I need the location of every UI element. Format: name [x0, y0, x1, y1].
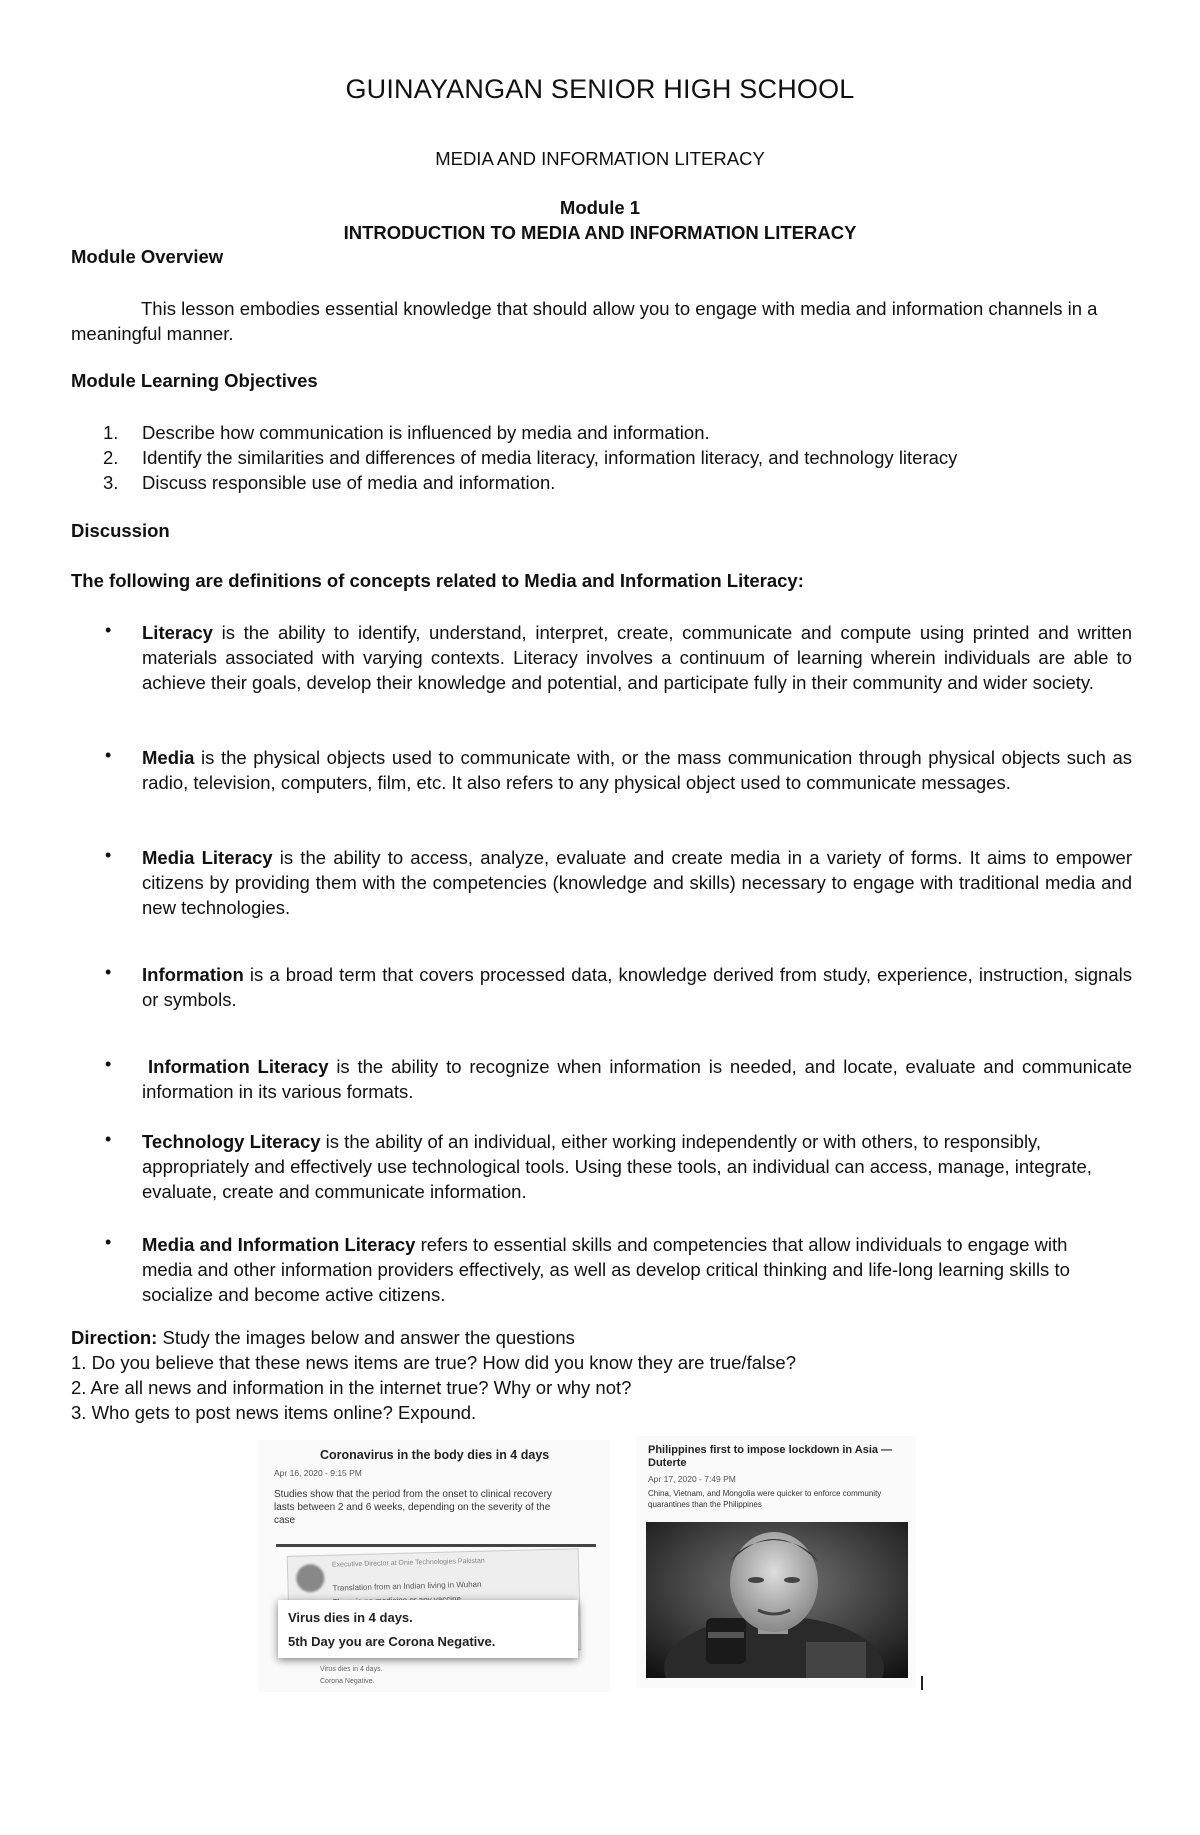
list-text: Discuss responsible use of media and information. — [142, 472, 556, 493]
overview-text: This lesson embodies essential knowledge that should allow you to engage with media and information channels in a meaningful manner. — [71, 298, 1098, 344]
definition-technology-literacy — [142, 1129, 1122, 1204]
highlight-line: 5th Day you are Corona Negative. — [288, 1634, 496, 1649]
news-date: Apr 16, 2020 - 9:15 PM — [274, 1468, 362, 1478]
list-text: Describe how communication is influenced by media and information. — [142, 422, 710, 443]
avatar — [296, 1564, 325, 1593]
definition-text: is a broad term that covers processed data, knowledge derived from study, experience, instruction, signals or symbols. — [142, 964, 1132, 1010]
definition-text: refers to essential skills and competencies that allow individuals to engage with media and other information providers effectively, as well as develop critical thinking and life-long learning skills to socialize and become active citizens. — [142, 1234, 1070, 1305]
bullet-icon: • — [105, 845, 112, 865]
list-text: Identify the similarities and differences of media literacy, information literacy, and technology literacy — [142, 447, 958, 468]
definition-text: is the ability to identify, understand, interpret, create, communicate and compute using printed and written materials associated with varying contexts. Literacy involves a continuum of learning wherein individuals are able to achieve their goals, develop their knowledge and potential, and participate fully in their community and wider society. — [142, 622, 1132, 693]
photo-speaker — [646, 1522, 908, 1678]
highlight-card — [278, 1600, 578, 1658]
list-number: 1. — [103, 422, 119, 443]
module-number: Module 1 — [559, 197, 641, 218]
direction-block — [71, 1325, 796, 1425]
definition-media — [142, 745, 1132, 795]
post-line: Executive Director at Onie Technologies Pakistan — [331, 1557, 485, 1569]
definitions-intro: The following are definitions of concepts related to Media and Information Literacy: — [71, 570, 804, 591]
bullet-icon: • — [105, 620, 112, 640]
divider — [276, 1544, 596, 1547]
module-title: INTRODUCTION TO MEDIA AND INFORMATION LITERACY — [343, 222, 857, 243]
list-item — [71, 445, 957, 470]
question-1: 1. Do you believe that these news items are true? How did you know they are true/false? — [71, 1352, 796, 1373]
question-2: 2. Are all news and information in the internet true? Why or why not? — [71, 1377, 632, 1398]
definition-text: is the ability to recognize when information is needed, and locate, evaluate and communicate information in its various formats. — [142, 1056, 1133, 1102]
bullet-icon: • — [105, 1232, 112, 1252]
definition-term: Media and Information Literacy — [142, 1234, 416, 1255]
definition-media-literacy — [142, 845, 1132, 920]
definition-text: is the physical objects used to communicate with, or the mass communication through physical objects such as radio, television, computers, film, etc. It also refers to any physical object used to communicate messages. — [142, 747, 1132, 793]
post-line: Corona Negative. — [320, 1678, 375, 1685]
objectives-list — [71, 420, 957, 495]
definition-text: is the ability of an individual, either working independently or with others, to responsibly, appropriately and effectively use technological tools. Using these tools, an individual can access, manage, integrate, evaluate, create and communicate information. — [142, 1131, 1092, 1202]
list-number: 3. — [103, 472, 119, 493]
definition-mil — [142, 1232, 1122, 1307]
definition-information — [142, 962, 1132, 1012]
news-date: Apr 17, 2020 - 7:49 PM — [648, 1474, 736, 1484]
post-line: Virus dies in 4 days. — [320, 1666, 383, 1673]
bullet-icon: • — [105, 1129, 112, 1149]
bullet-icon: • — [105, 745, 112, 765]
direction-text: Study the images below and answer the questions — [157, 1327, 575, 1348]
definition-literacy — [142, 620, 1132, 695]
school-name: GUINAYANGAN SENIOR HIGH SCHOOL — [345, 74, 855, 104]
subject-title: MEDIA AND INFORMATION LITERACY — [435, 148, 765, 169]
direction-line — [71, 1325, 796, 1350]
definition-term: Media — [142, 747, 195, 768]
overview-heading: Module Overview — [71, 246, 224, 267]
post-line: Translation from an Indian living in Wuhan — [332, 1579, 482, 1593]
list-item — [71, 470, 957, 495]
news-image-lockdown — [636, 1436, 916, 1688]
list-number: 2. — [103, 447, 119, 468]
news-body: Studies show that the period from the onset to clinical recovery lasts between 2 and 6 weeks, depending on the severity of the case — [274, 1489, 552, 1526]
definition-term: Information Literacy — [148, 1056, 329, 1077]
list-item — [71, 420, 957, 445]
definition-term: Information — [142, 964, 244, 985]
definition-text: is the ability to access, analyze, evaluate and create media in a variety of forms. It aims to empower citizens by providing them with the competencies (knowledge and skills) necessary to engage with traditional media and new technologies. — [142, 847, 1132, 918]
definition-term: Literacy — [142, 622, 213, 643]
objectives-heading: Module Learning Objectives — [71, 370, 318, 391]
news-title: Coronavirus in the body dies in 4 days — [320, 1448, 550, 1462]
direction-label: Direction: — [71, 1327, 158, 1348]
question-3: 3. Who gets to post news items online? Expound. — [71, 1402, 477, 1423]
discussion-heading: Discussion — [71, 520, 170, 541]
bullet-icon: • — [105, 1054, 112, 1074]
definition-term: Media Literacy — [142, 847, 273, 868]
highlight-line: Virus dies in 4 days. — [288, 1610, 413, 1625]
news-title: Philippines first to impose lockdown in Asia — Duterte — [648, 1444, 893, 1469]
definition-term: Technology Literacy — [142, 1131, 321, 1152]
definition-information-literacy — [142, 1054, 1132, 1104]
news-body: China, Vietnam, and Mongolia were quicker to enforce community quarantines than the Philippines — [648, 1489, 882, 1509]
bullet-icon: • — [105, 962, 112, 982]
mark-line — [921, 1676, 923, 1690]
news-image-coronavirus — [258, 1440, 610, 1692]
